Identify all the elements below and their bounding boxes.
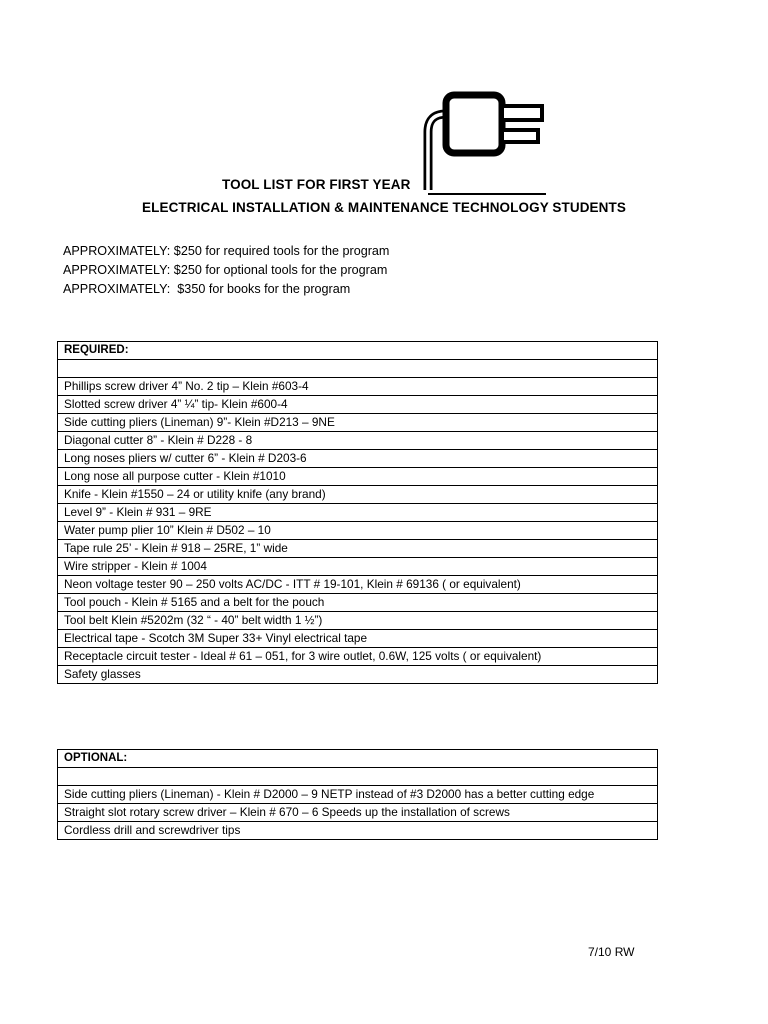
table-cell: Knife - Klein #1550 – 24 or utility knife (any brand) (58, 486, 658, 504)
table-row (58, 378, 658, 396)
table-cell (58, 360, 658, 378)
table-cell: Slotted screw driver 4” ¼” tip- Klein #600-4 (58, 396, 658, 414)
table-row (58, 486, 658, 504)
table-cell: Diagonal cutter 8” - Klein # D228 - 8 (58, 432, 658, 450)
table-cell: Long nose all purpose cutter - Klein #1010 (58, 468, 658, 486)
table-row (58, 768, 658, 786)
required-tools-table (57, 341, 658, 684)
optional-tools-table (57, 749, 658, 840)
table-row (58, 786, 658, 804)
cost-line: APPROXIMATELY: $250 for optional tools for the program (63, 263, 388, 277)
table-row (58, 612, 658, 630)
page-title: TOOL LIST FOR FIRST YEAR (222, 177, 411, 192)
optional-header: OPTIONAL: (58, 750, 658, 768)
table-row (58, 522, 658, 540)
table-header-row (58, 342, 658, 360)
table-cell: Level 9” - Klein # 931 – 9RE (58, 504, 658, 522)
table-cell: Phillips screw driver 4” No. 2 tip – Klein #603-4 (58, 378, 658, 396)
table-cell: Tool pouch - Klein # 5165 and a belt for the pouch (58, 594, 658, 612)
table-cell: Receptacle circuit tester - Ideal # 61 – 051, for 3 wire outlet, 0.6W, 125 volts ( or equivalent) (58, 648, 658, 666)
electrical-plug-icon (416, 88, 550, 192)
title-underline (428, 193, 546, 195)
table-cell: Neon voltage tester 90 – 250 volts AC/DC - ITT # 19-101, Klein # 69136 ( or equivalent) (58, 576, 658, 594)
table-cell: Side cutting pliers (Lineman) 9”- Klein #D213 – 9NE (58, 414, 658, 432)
table-cell (58, 768, 658, 786)
table-cell: Tape rule 25’ - Klein # 918 – 25RE, 1” wide (58, 540, 658, 558)
table-row (58, 432, 658, 450)
cost-estimates (63, 242, 389, 299)
table-row (58, 396, 658, 414)
cost-line: APPROXIMATELY: $350 for books for the program (63, 282, 351, 296)
table-cell: Safety glasses (58, 666, 658, 684)
table-row (58, 666, 658, 684)
required-header: REQUIRED: (58, 342, 658, 360)
table-row (58, 504, 658, 522)
table-row (58, 540, 658, 558)
table-row (58, 414, 658, 432)
table-cell: Long noses pliers w/ cutter 6” - Klein # D203-6 (58, 450, 658, 468)
table-row (58, 360, 658, 378)
table-cell: Tool belt Klein #5202m (32 “ - 40” belt width 1 ½”) (58, 612, 658, 630)
table-row (58, 822, 658, 840)
table-cell: Electrical tape - Scotch 3M Super 33+ Vinyl electrical tape (58, 630, 658, 648)
table-row (58, 594, 658, 612)
page-subtitle: ELECTRICAL INSTALLATION & MAINTENANCE TECHNOLOGY STUDENTS (142, 200, 626, 215)
table-cell: Straight slot rotary screw driver – Klein # 670 – 6 Speeds up the installation of screws (58, 804, 658, 822)
table-row (58, 576, 658, 594)
table-row (58, 804, 658, 822)
table-row (58, 630, 658, 648)
table-row (58, 558, 658, 576)
table-cell: Side cutting pliers (Lineman) - Klein # D2000 – 9 NETP instead of #3 D2000 has a better cutting edge (58, 786, 658, 804)
table-header-row (58, 750, 658, 768)
table-row (58, 468, 658, 486)
table-cell: Cordless drill and screwdriver tips (58, 822, 658, 840)
footer-revision: 7/10 RW (588, 945, 635, 959)
table-cell: Wire stripper - Klein # 1004 (58, 558, 658, 576)
cost-line: APPROXIMATELY: $250 for required tools for the program (63, 244, 390, 258)
table-cell: Water pump plier 10” Klein # D502 – 10 (58, 522, 658, 540)
table-row (58, 648, 658, 666)
table-row (58, 450, 658, 468)
